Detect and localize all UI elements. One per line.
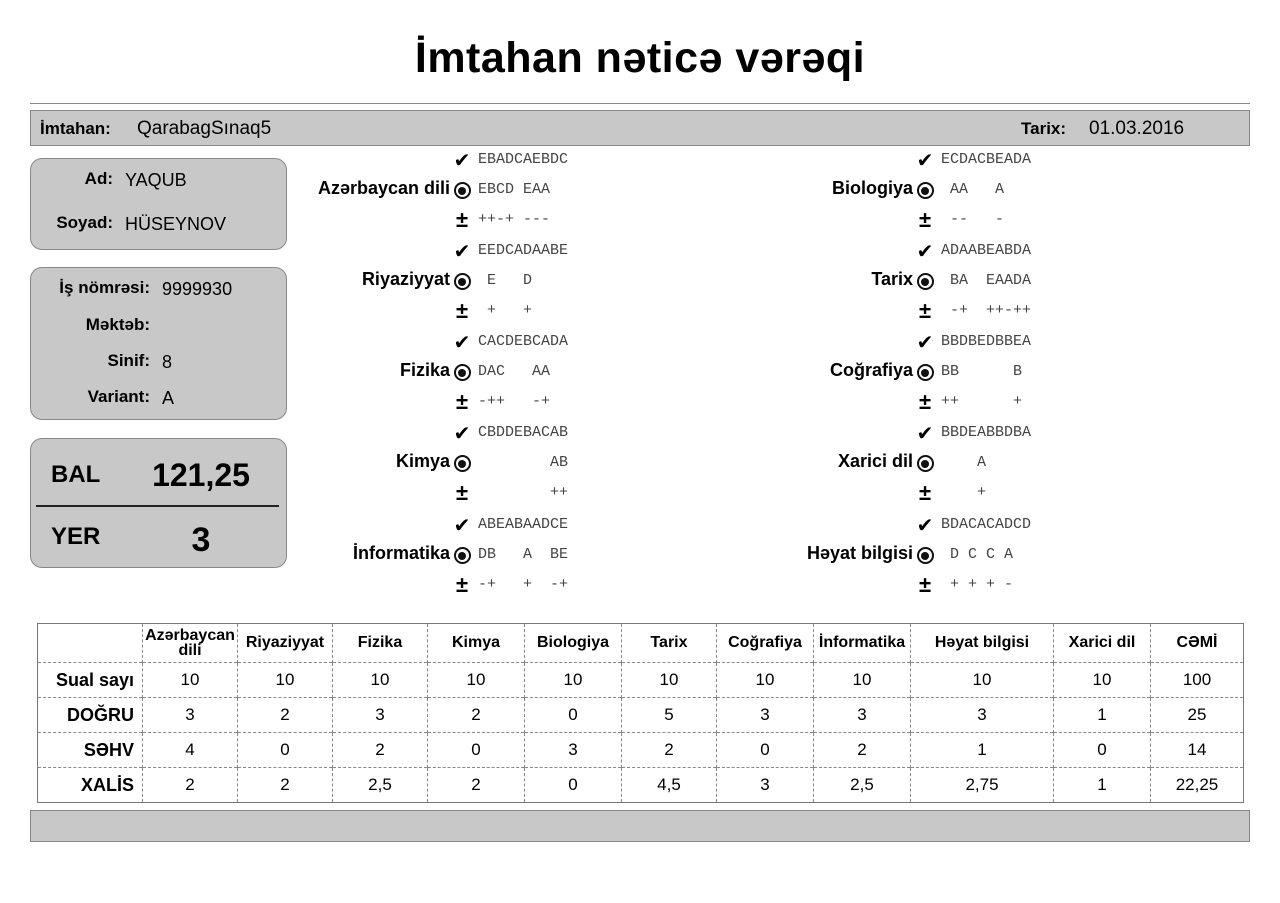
col-header: Biologiya <box>525 624 622 663</box>
class-value: 8 <box>162 352 173 372</box>
student-answers: BB B <box>941 363 1023 380</box>
col-header: İnformatika <box>814 624 911 663</box>
answer-marks: ++ + <box>941 393 1023 410</box>
table-cell: 10 <box>143 663 238 698</box>
row-label: DOĞRU <box>38 698 143 733</box>
answer-marks: + <box>941 484 987 501</box>
checkmark-icon: ✔ <box>916 241 934 263</box>
answer-key: EBADCAEBDC <box>478 151 569 168</box>
table-cell: 0 <box>428 733 525 768</box>
table-cell: 10 <box>333 663 428 698</box>
table-cell: 1 <box>1054 698 1151 733</box>
radio-dot-icon <box>915 181 935 202</box>
date-value: 01.03.2016 <box>1089 118 1185 139</box>
checkmark-icon: ✔ <box>916 423 934 445</box>
plus-minus-icon: ± <box>918 572 932 597</box>
table-cell: 2 <box>622 733 717 768</box>
school-label: Məktəb: <box>85 315 150 334</box>
row-label: SƏHV <box>38 733 143 768</box>
radio-dot-icon <box>452 363 472 384</box>
student-answers: AB <box>478 454 569 471</box>
subject-block <box>300 423 660 513</box>
table-body <box>38 663 1244 803</box>
plus-minus-icon: ± <box>455 480 469 505</box>
col-header: Tarix <box>622 624 717 663</box>
radio-dot-icon <box>452 181 472 202</box>
variant-value: A <box>162 388 175 408</box>
answer-key: CBDDEBACAB <box>478 424 569 441</box>
col-header: Coğrafiya <box>717 624 814 663</box>
subject-name: Azərbaycan dili <box>317 178 450 198</box>
answer-key: BBDEABBDBA <box>941 424 1032 441</box>
class-label: Sinif: <box>107 351 150 370</box>
table-cell: 0 <box>525 698 622 733</box>
table-cell: 2 <box>428 768 525 803</box>
answer-key: BBDBEDBBEA <box>941 333 1032 350</box>
subject-name: Xarici dil <box>837 451 913 471</box>
table-cell: 3 <box>143 698 238 733</box>
yer-value: 3 <box>191 521 211 559</box>
table-cell: 100 <box>1151 663 1244 698</box>
table-cell: 10 <box>1054 663 1151 698</box>
table-cell: 14 <box>1151 733 1244 768</box>
table-cell: 0 <box>1054 733 1151 768</box>
table-cell: 10 <box>717 663 814 698</box>
plus-minus-icon: ± <box>918 298 932 323</box>
table-corner-cell <box>38 624 143 663</box>
subject-name: Tarix <box>871 269 913 289</box>
surname-value: HÜSEYNOV <box>125 214 227 234</box>
table-row <box>38 768 1244 803</box>
subject-name: Coğrafiya <box>829 360 913 380</box>
table-cell: 2 <box>238 768 333 803</box>
page-title: İmtahan nəticə vərəqi <box>414 34 866 82</box>
student-answers: A <box>941 454 987 471</box>
col-header: Azərbaycan dili <box>143 624 238 663</box>
subject-block <box>763 423 1123 513</box>
radio-dot-icon <box>452 454 472 475</box>
radio-dot-icon <box>915 454 935 475</box>
bal-label: BAL <box>51 461 101 488</box>
table-cell: 10 <box>428 663 525 698</box>
plus-minus-icon: ± <box>918 480 932 505</box>
answer-marks: + + <box>478 302 533 319</box>
checkmark-icon: ✔ <box>916 150 934 172</box>
col-header: Xarici dil <box>1054 624 1151 663</box>
yer-label: YER <box>51 523 101 550</box>
answer-key: BDACACADCD <box>941 516 1032 533</box>
student-answers: AA A <box>941 181 1005 198</box>
checkmark-icon: ✔ <box>916 515 934 537</box>
table-row <box>38 663 1244 698</box>
table-cell: 1 <box>911 733 1054 768</box>
table-cell: 10 <box>911 663 1054 698</box>
answer-marks: -+ ++-++ <box>941 302 1032 319</box>
subject-block <box>300 150 660 240</box>
subject-block <box>300 515 660 605</box>
row-label: XALİS <box>38 768 143 803</box>
checkmark-icon: ✔ <box>453 423 471 445</box>
table-cell: 10 <box>814 663 911 698</box>
subject-name: Riyaziyyat <box>361 269 450 289</box>
subject-block <box>300 241 660 331</box>
radio-dot-icon <box>452 546 472 567</box>
table-cell: 2,5 <box>333 768 428 803</box>
table-row <box>38 698 1244 733</box>
answer-key: ADAABEABDA <box>941 242 1032 259</box>
subject-block <box>300 332 660 422</box>
table-cell: 2 <box>143 768 238 803</box>
col-header: Kimya <box>428 624 525 663</box>
table-cell: 2,5 <box>814 768 911 803</box>
table-cell: 3 <box>717 698 814 733</box>
answer-key: ABEABAADCE <box>478 516 569 533</box>
bal-value: 121,25 <box>152 457 250 493</box>
answer-key: CACDEBCADA <box>478 333 569 350</box>
table-cell: 3 <box>911 698 1054 733</box>
student-answers: BA EAADA <box>941 272 1032 289</box>
answer-marks: -+ + -+ <box>478 576 569 593</box>
table-header-row <box>38 624 1244 663</box>
surname-label: Soyad: <box>56 213 113 232</box>
table-cell: 0 <box>238 733 333 768</box>
checkmark-icon: ✔ <box>453 150 471 172</box>
work-number-label: İş nömrəsi: <box>59 278 150 297</box>
table-cell: 0 <box>525 768 622 803</box>
table-cell: 3 <box>333 698 428 733</box>
radio-dot-icon <box>452 272 472 293</box>
score-divider <box>36 505 279 507</box>
col-header: Riyaziyyat <box>238 624 333 663</box>
answer-marks: ++ <box>478 484 569 501</box>
plus-minus-icon: ± <box>455 298 469 323</box>
answer-marks: -- - <box>941 211 1005 228</box>
student-answers: E D <box>478 272 533 289</box>
table-cell: 0 <box>717 733 814 768</box>
plus-minus-icon: ± <box>455 572 469 597</box>
table-cell: 3 <box>814 698 911 733</box>
table-cell: 2 <box>333 733 428 768</box>
col-header-total: CƏMİ <box>1151 624 1244 663</box>
results-table <box>37 623 1244 803</box>
exam-value: QarabagSınaq5 <box>137 118 272 139</box>
plus-minus-icon: ± <box>455 389 469 414</box>
exam-header-bar <box>30 110 1250 146</box>
table-cell: 5 <box>622 698 717 733</box>
exam-label: İmtahan: <box>40 119 111 138</box>
subject-block <box>763 241 1123 331</box>
checkmark-icon: ✔ <box>453 515 471 537</box>
student-answers: DB A BE <box>478 546 569 563</box>
col-header: Həyat bilgisi <box>911 624 1054 663</box>
radio-dot-icon <box>915 546 935 567</box>
plus-minus-icon: ± <box>455 207 469 232</box>
answer-marks: -++ -+ <box>478 393 551 410</box>
answer-marks: ++-+ --- <box>478 211 551 228</box>
score-box <box>30 438 287 568</box>
table-cell: 2 <box>814 733 911 768</box>
subject-name: Həyat bilgisi <box>806 543 913 563</box>
answer-key: ECDACBEADA <box>941 151 1032 168</box>
checkmark-icon: ✔ <box>453 332 471 354</box>
table-cell: 22,25 <box>1151 768 1244 803</box>
table-cell: 4 <box>143 733 238 768</box>
table-cell: 2,75 <box>911 768 1054 803</box>
name-value: YAQUB <box>125 170 187 190</box>
subject-block <box>763 515 1123 605</box>
subject-block <box>763 332 1123 422</box>
student-answers: DAC AA <box>478 363 551 380</box>
subject-name: İnformatika <box>352 543 450 563</box>
subject-block <box>763 150 1123 240</box>
checkmark-icon: ✔ <box>916 332 934 354</box>
plus-minus-icon: ± <box>918 207 932 232</box>
student-name-box <box>30 158 287 250</box>
footer-bar <box>30 810 1250 842</box>
date-label: Tarix: <box>1021 119 1067 138</box>
table-cell: 2 <box>238 698 333 733</box>
subject-name: Fizika <box>399 360 450 380</box>
col-header: Fizika <box>333 624 428 663</box>
plus-minus-icon: ± <box>918 389 932 414</box>
student-answers: D C C A <box>941 546 1014 563</box>
variant-label: Variant: <box>87 387 150 406</box>
table-cell: 1 <box>1054 768 1151 803</box>
table-cell: 4,5 <box>622 768 717 803</box>
work-info-box <box>30 267 287 420</box>
table-cell: 3 <box>717 768 814 803</box>
answer-key: EEDCADAABE <box>478 242 569 259</box>
subject-name: Biologiya <box>831 178 913 198</box>
table-cell: 10 <box>622 663 717 698</box>
radio-dot-icon <box>915 272 935 293</box>
top-rule <box>30 103 1250 104</box>
table-cell: 2 <box>428 698 525 733</box>
name-label: Ad: <box>84 169 113 188</box>
answer-marks: + + + - <box>941 576 1014 593</box>
student-answers: EBCD EAA <box>478 181 551 198</box>
table-cell: 10 <box>525 663 622 698</box>
subject-name: Kimya <box>395 451 450 471</box>
row-label: Sual sayı <box>38 663 143 698</box>
table-cell: 3 <box>525 733 622 768</box>
table-row <box>38 733 1244 768</box>
table-cell: 25 <box>1151 698 1244 733</box>
work-number-value: 9999930 <box>162 279 233 299</box>
radio-dot-icon <box>915 363 935 384</box>
table-cell: 10 <box>238 663 333 698</box>
checkmark-icon: ✔ <box>453 241 471 263</box>
